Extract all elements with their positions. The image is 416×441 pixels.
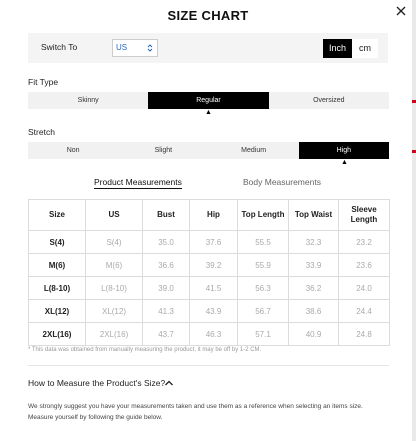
column-header: Hip xyxy=(190,200,238,231)
fit-type-label: Fit Type xyxy=(28,77,59,87)
table-cell: 2XL(16) xyxy=(86,323,143,346)
table-cell: 56.7 xyxy=(238,300,289,323)
table-cell: 46.3 xyxy=(190,323,238,346)
fit-option-oversized[interactable]: Oversized xyxy=(313,97,345,104)
size-cell: M(6) xyxy=(29,254,86,277)
stretch-option-non[interactable]: Non xyxy=(66,147,80,154)
how-to-measure-toggle[interactable]: How to Measure the Product's Size? xyxy=(28,378,166,388)
size-table xyxy=(28,199,390,346)
table-row xyxy=(29,254,390,277)
table-row xyxy=(29,277,390,300)
table-cell: 41.3 xyxy=(143,300,190,323)
tab-product-measurements[interactable]: Product Measurements xyxy=(94,177,182,187)
table-cell: 24.0 xyxy=(339,277,390,300)
table-cell: 56.3 xyxy=(238,277,289,300)
stretch-option-slight[interactable]: Slight xyxy=(154,147,173,154)
stretch-selector xyxy=(28,142,389,159)
size-cell: 2XL(16) xyxy=(29,323,86,346)
fit-option-regular[interactable]: Regular xyxy=(148,92,268,109)
stretch-label: Stretch xyxy=(28,127,55,137)
table-cell: 39.0 xyxy=(143,277,190,300)
table-row xyxy=(29,231,390,254)
stretch-option-medium[interactable]: Medium xyxy=(241,147,267,154)
table-cell: 35.0 xyxy=(143,231,190,254)
column-header: Sleeve Length xyxy=(339,200,390,231)
size-cell: L(8-10) xyxy=(29,277,86,300)
unit-switch-panel xyxy=(28,33,388,63)
table-cell: 23.6 xyxy=(339,254,390,277)
tab-body-measurements[interactable]: Body Measurements xyxy=(243,177,321,187)
switch-to-label: Switch To xyxy=(41,42,78,52)
table-cell: 24.8 xyxy=(339,323,390,346)
chevron-updown-icon xyxy=(146,42,154,54)
table-cell: L(8-10) xyxy=(86,277,143,300)
unit-inch-button[interactable]: Inch xyxy=(323,39,352,58)
table-row xyxy=(29,323,390,346)
scrollbar-track xyxy=(412,0,416,441)
fit-type-selector xyxy=(28,92,389,109)
close-icon[interactable] xyxy=(394,4,408,18)
size-cell: XL(12) xyxy=(29,300,86,323)
table-cell: M(6) xyxy=(86,254,143,277)
close-button[interactable] xyxy=(394,4,408,18)
table-cell: 40.9 xyxy=(289,323,339,346)
chevron-up-icon[interactable] xyxy=(164,379,174,387)
table-cell: 43.9 xyxy=(190,300,238,323)
unit-cm-button[interactable]: cm xyxy=(352,39,378,58)
column-header: Top Waist xyxy=(289,200,339,231)
table-cell: 38.6 xyxy=(289,300,339,323)
size-cell: S(4) xyxy=(29,231,86,254)
table-cell: 24.4 xyxy=(339,300,390,323)
stretch-selected-caret-icon: ▲ xyxy=(341,159,348,166)
stretch-option-high[interactable]: High xyxy=(299,142,389,159)
measure-guide-text: We strongly suggest you have your measurements taken and use them as a reference when selecting an items size. Measure yourself by following the guide below. xyxy=(28,403,363,421)
table-cell: 57.1 xyxy=(238,323,289,346)
table-cell: 43.7 xyxy=(143,323,190,346)
table-cell: 55.9 xyxy=(238,254,289,277)
table-row xyxy=(29,300,390,323)
table-cell: 41.5 xyxy=(190,277,238,300)
divider xyxy=(28,365,389,366)
column-header: Bust xyxy=(143,200,190,231)
column-header: Size xyxy=(29,200,86,231)
measurement-note: * This data was obtained from manually measuring the product, it may be off by 1-2 CM. xyxy=(28,347,262,353)
table-cell: S(4) xyxy=(86,231,143,254)
table-cell: 32.3 xyxy=(289,231,339,254)
background-marker xyxy=(412,100,416,103)
column-header: US xyxy=(86,200,143,231)
table-header-row xyxy=(29,200,390,231)
table-cell: 36.2 xyxy=(289,277,339,300)
background-marker xyxy=(412,150,416,153)
fit-option-skinny[interactable]: Skinny xyxy=(77,97,99,104)
modal-title: SIZE CHART xyxy=(167,8,249,23)
country-select-value: US xyxy=(116,43,128,52)
table-cell: 36.6 xyxy=(143,254,190,277)
column-header: Top Length xyxy=(238,200,289,231)
country-select[interactable] xyxy=(112,39,158,57)
table-cell: 39.2 xyxy=(190,254,238,277)
table-cell: 33.9 xyxy=(289,254,339,277)
fit-selected-caret-icon: ▲ xyxy=(205,109,212,116)
table-cell: 37.6 xyxy=(190,231,238,254)
table-cell: 55.5 xyxy=(238,231,289,254)
table-cell: 23.2 xyxy=(339,231,390,254)
table-cell: XL(12) xyxy=(86,300,143,323)
